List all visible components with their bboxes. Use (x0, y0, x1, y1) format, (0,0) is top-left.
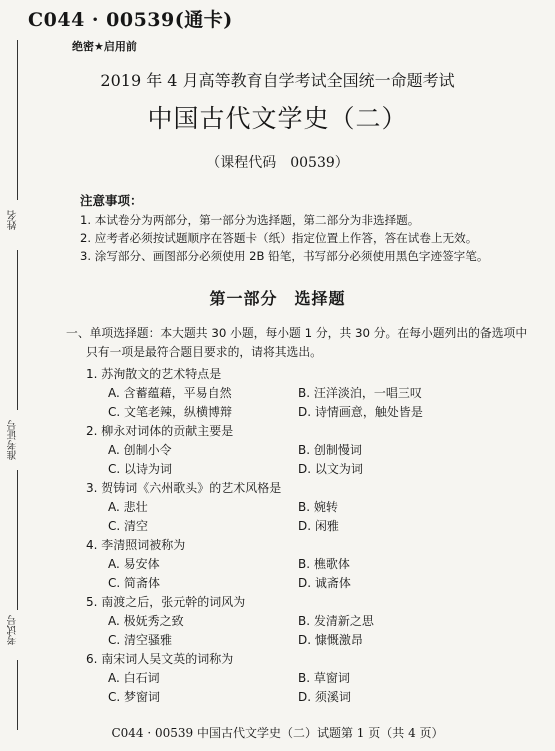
course-code: （课程代码 00539） (206, 155, 349, 171)
section-instruction-cont: 只有一项是最符合题目要求的，请将其选出。 (86, 345, 322, 359)
page-footer: C044 · 00539 中国古代文学史（二）试题第 1 页（共 4 页） (111, 726, 444, 740)
note-item: 1. 本试卷分为两部分，第一部分为选择题，第二部分为非选择题。 (80, 213, 420, 227)
question-stem: 3. 贺铸词《六州歌头》的艺术风格是 (86, 481, 282, 495)
question-stem: 2. 柳永对词体的贡献主要是 (86, 424, 234, 438)
option-c: C. 简斋体 (108, 576, 161, 590)
confidential-mark: 绝密★启用前 (72, 40, 137, 53)
question-stem: 5. 南渡之后，张元幹的词风为 (86, 595, 246, 609)
margin-divider (17, 470, 18, 610)
part-heading: 第一部分 选择题 (209, 289, 346, 308)
margin-divider (17, 660, 18, 730)
option-c: C. 清空 (108, 519, 149, 533)
option-b: B. 婉转 (298, 500, 338, 514)
option-a: A. 创制小令 (108, 443, 172, 457)
option-d: D. 以文为词 (298, 462, 363, 476)
option-a: A. 白石词 (108, 671, 160, 685)
section-instruction: 一、单项选择题：本大题共 30 小题，每小题 1 分，共 30 分。在每小题列出的备选项中 (66, 326, 528, 340)
question-stem: 4. 李清照词被称为 (86, 538, 186, 552)
option-a: A. 极妩秀之致 (108, 614, 184, 628)
option-d: D. 慷慨激昂 (298, 633, 363, 647)
option-d: D. 诚斋体 (298, 576, 351, 590)
paper-code: C044 · 00539(通卡) (28, 9, 233, 31)
subject-title: 中国古代文学史（二） (147, 104, 408, 133)
option-a: A. 悲壮 (108, 500, 148, 514)
name-margin-label: 姓名 (8, 210, 19, 230)
option-c: C. 梦窗词 (108, 690, 161, 704)
option-a: A. 易安体 (108, 557, 160, 571)
option-c: C. 以诗为词 (108, 462, 173, 476)
question-stem: 6. 南宋词人吴文英的词称为 (86, 652, 234, 666)
option-b: B. 发清新之思 (298, 614, 374, 628)
notes-heading: 注意事项： (80, 193, 143, 208)
admission-margin-label: 准考证号 (8, 420, 19, 460)
question-stem: 1. 苏洵散文的艺术特点是 (86, 367, 222, 381)
seat-margin-label: 考试号 (8, 615, 19, 645)
option-b: B. 樵歌体 (298, 557, 350, 571)
option-d: D. 闲雅 (298, 519, 339, 533)
margin-divider (17, 250, 18, 410)
option-b: B. 草窗词 (298, 671, 350, 685)
option-b: B. 创制慢词 (298, 443, 362, 457)
option-c: C. 文笔老辣，纵横博辩 (108, 405, 233, 419)
option-d: D. 须溪词 (298, 690, 351, 704)
option-a: A. 含蓄蕴藉，平易自然 (108, 386, 232, 400)
note-item: 3. 涂写部分、画图部分必须使用 2B 铅笔，书写部分必须使用黑色字迹签字笔。 (80, 249, 489, 263)
option-d: D. 诗情画意，触处皆是 (298, 405, 423, 419)
exam-title: 2019 年 4 月高等教育自学考试全国统一命题考试 (100, 71, 455, 90)
option-c: C. 清空骚雅 (108, 633, 173, 647)
option-b: B. 汪洋淡泊，一唱三叹 (298, 386, 422, 400)
note-item: 2. 应考者必须按试题顺序在答题卡（纸）指定位置上作答，答在试卷上无效。 (80, 231, 478, 245)
